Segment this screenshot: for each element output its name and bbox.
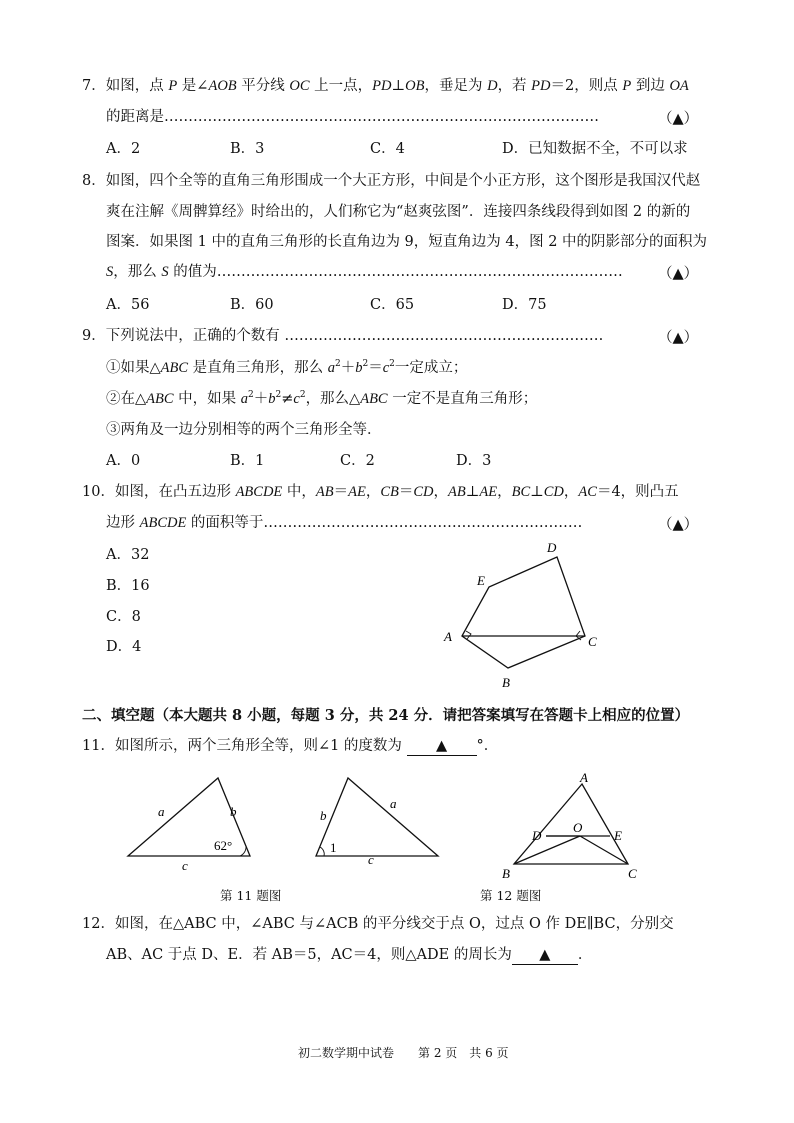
q8-option-a[interactable]: A．56 xyxy=(106,297,150,313)
angle-62-arc xyxy=(240,846,246,856)
q7-option-c[interactable]: C．4 xyxy=(370,141,405,157)
q8-line2: 爽在注解《周髀算经》时给出的，人们称它为“赵爽弦图”．连接四条线段得到如图 2 的新的 xyxy=(106,204,691,220)
vertex-label-o: O xyxy=(573,820,583,835)
q7-option-a[interactable]: A．2 xyxy=(106,141,141,157)
q11-answer-blank[interactable]: ▲ xyxy=(407,737,477,756)
q9-answer-mark: （▲） xyxy=(658,330,699,346)
vertex-label-b: B xyxy=(502,675,510,690)
vertex-label-a: A xyxy=(444,629,452,644)
q8-line4: S，那么 S 的值为………………………………………………………………………… xyxy=(106,264,623,280)
vertex-label-a: A xyxy=(580,772,588,785)
vertex-label-e: E xyxy=(477,573,485,588)
q11-figure-caption: 第 11 题图 xyxy=(220,888,282,903)
vertex-label-e: E xyxy=(614,828,622,843)
q10-line2: 边形 ABCDE 的面积等于………………………………………………………… xyxy=(106,515,583,531)
q9-option-c[interactable]: C．2 xyxy=(340,453,375,469)
vertex-label-d: D xyxy=(532,828,542,843)
side-label-a2: a xyxy=(390,796,397,811)
q9-statement-1: ①如果△ABC 是直角三角形，那么 $a^2+b^2=c^2$一定成立； xyxy=(106,359,468,376)
vertex-label-b: B xyxy=(502,866,510,881)
side-label-b2: b xyxy=(320,808,327,823)
q12-line2: AB、AC 于点 D、E．若 AB＝5，AC＝4，则△ADE 的周长为 ▲ ． xyxy=(106,947,593,963)
q9-line1: 9．下列说法中，正确的个数有 ………………………………………………………… xyxy=(82,328,604,344)
side-label-b: b xyxy=(230,804,237,819)
q9-formula-2: $a^2+b^2\ne c^2$ xyxy=(240,390,306,407)
q10-option-c[interactable]: C．8 xyxy=(106,609,141,625)
q7-line1: 7．如图，点 P 是∠AOB 平分线 OC 上一点，PD⊥OB，垂足为 D，若 PD＝2，则点 P 到边 OA xyxy=(82,78,689,94)
q8-option-d[interactable]: D．75 xyxy=(502,297,547,313)
q12-figure-caption: 第 12 题图 xyxy=(480,888,542,903)
bisector-bo xyxy=(514,836,580,864)
q11-line: 11．如图所示，两个三角形全等，则∠1 的度数为 ▲ °． xyxy=(82,738,499,754)
q9-option-d[interactable]: D．3 xyxy=(456,453,492,469)
triangle-abc-outline xyxy=(514,784,628,864)
q9-option-b[interactable]: B．1 xyxy=(230,453,265,469)
q7-option-b[interactable]: B．3 xyxy=(230,141,265,157)
vertex-label-c: C xyxy=(628,866,637,881)
q12-triangle-figure xyxy=(496,772,656,884)
q12-line1: 12．如图，在△ABC 中，∠ABC 与∠ACB 的平分线交于点 O，过点 O 作 DE∥BC，分别交 xyxy=(82,916,674,932)
side-label-c2: c xyxy=(368,852,374,867)
footer-exam-title: 初二数学期中试卷 xyxy=(298,1046,395,1060)
q7-line2: 的距离是……………………………………………………………………………… xyxy=(106,109,599,125)
side-label-a: a xyxy=(158,804,165,819)
angle-label-1: 1 xyxy=(330,840,337,855)
q11-triangle-1 xyxy=(120,772,260,872)
q10-option-a[interactable]: A．32 xyxy=(106,547,150,563)
q9-statement-3: ③两角及一边分别相等的两个三角形全等． xyxy=(106,422,382,438)
section2-title: 二、填空题（本大题共 8 小题，每题 3 分，共 24 分．请把答案填写在答题卡上相应的位置） xyxy=(82,707,690,724)
q8-line3: 图案．如果图 1 中的直角三角形的长直角边为 9，短直角边为 4，图 2 中的阴影部分的面积为 xyxy=(106,234,708,250)
q10-pentagon-figure xyxy=(430,535,610,695)
q8-answer-mark: （▲） xyxy=(658,266,699,282)
q10-option-b[interactable]: B．16 xyxy=(106,578,150,594)
q9-option-a[interactable]: A．0 xyxy=(106,453,141,469)
angle-label-62: 62° xyxy=(214,838,233,853)
q11-triangle-2 xyxy=(308,772,448,872)
right-angle-mark-a xyxy=(466,631,471,639)
q7-option-d[interactable]: D．已知数据不全，不可以求 xyxy=(502,141,688,157)
q9-statement-2: ②在△ABC 中，如果 $a^2+b^2\ne c^2$，那么△ABC 一定不是直角三角形； xyxy=(106,390,538,407)
q8-option-b[interactable]: B．60 xyxy=(230,297,274,313)
q7-answer-mark: （▲） xyxy=(658,111,699,127)
q12-answer-blank[interactable]: ▲ xyxy=(512,946,578,965)
q9-formula-1: $a^2+b^2=c^2$ xyxy=(327,359,395,376)
q8-option-c[interactable]: C．65 xyxy=(370,297,415,313)
vertex-label-d: D xyxy=(547,540,557,555)
vertex-label-c: C xyxy=(588,634,597,649)
q10-option-d[interactable]: D．4 xyxy=(106,639,142,655)
side-label-c: c xyxy=(182,858,188,872)
q10-line1: 10．如图，在凸五边形 ABCDE 中，AB＝AE，CB＝CD，AB⊥AE，BC⊥CD，AC＝4，则凸五 xyxy=(82,484,679,500)
q8-line1: 8．如图，四个全等的直角三角形围成一个大正方形，中间是个小正方形，这个图形是我国汉代赵 xyxy=(82,173,701,189)
angle-1-arc xyxy=(320,847,324,856)
q10-answer-mark: （▲） xyxy=(658,517,699,533)
footer-page-number: 第 2 页 共 6 页 xyxy=(418,1046,509,1060)
